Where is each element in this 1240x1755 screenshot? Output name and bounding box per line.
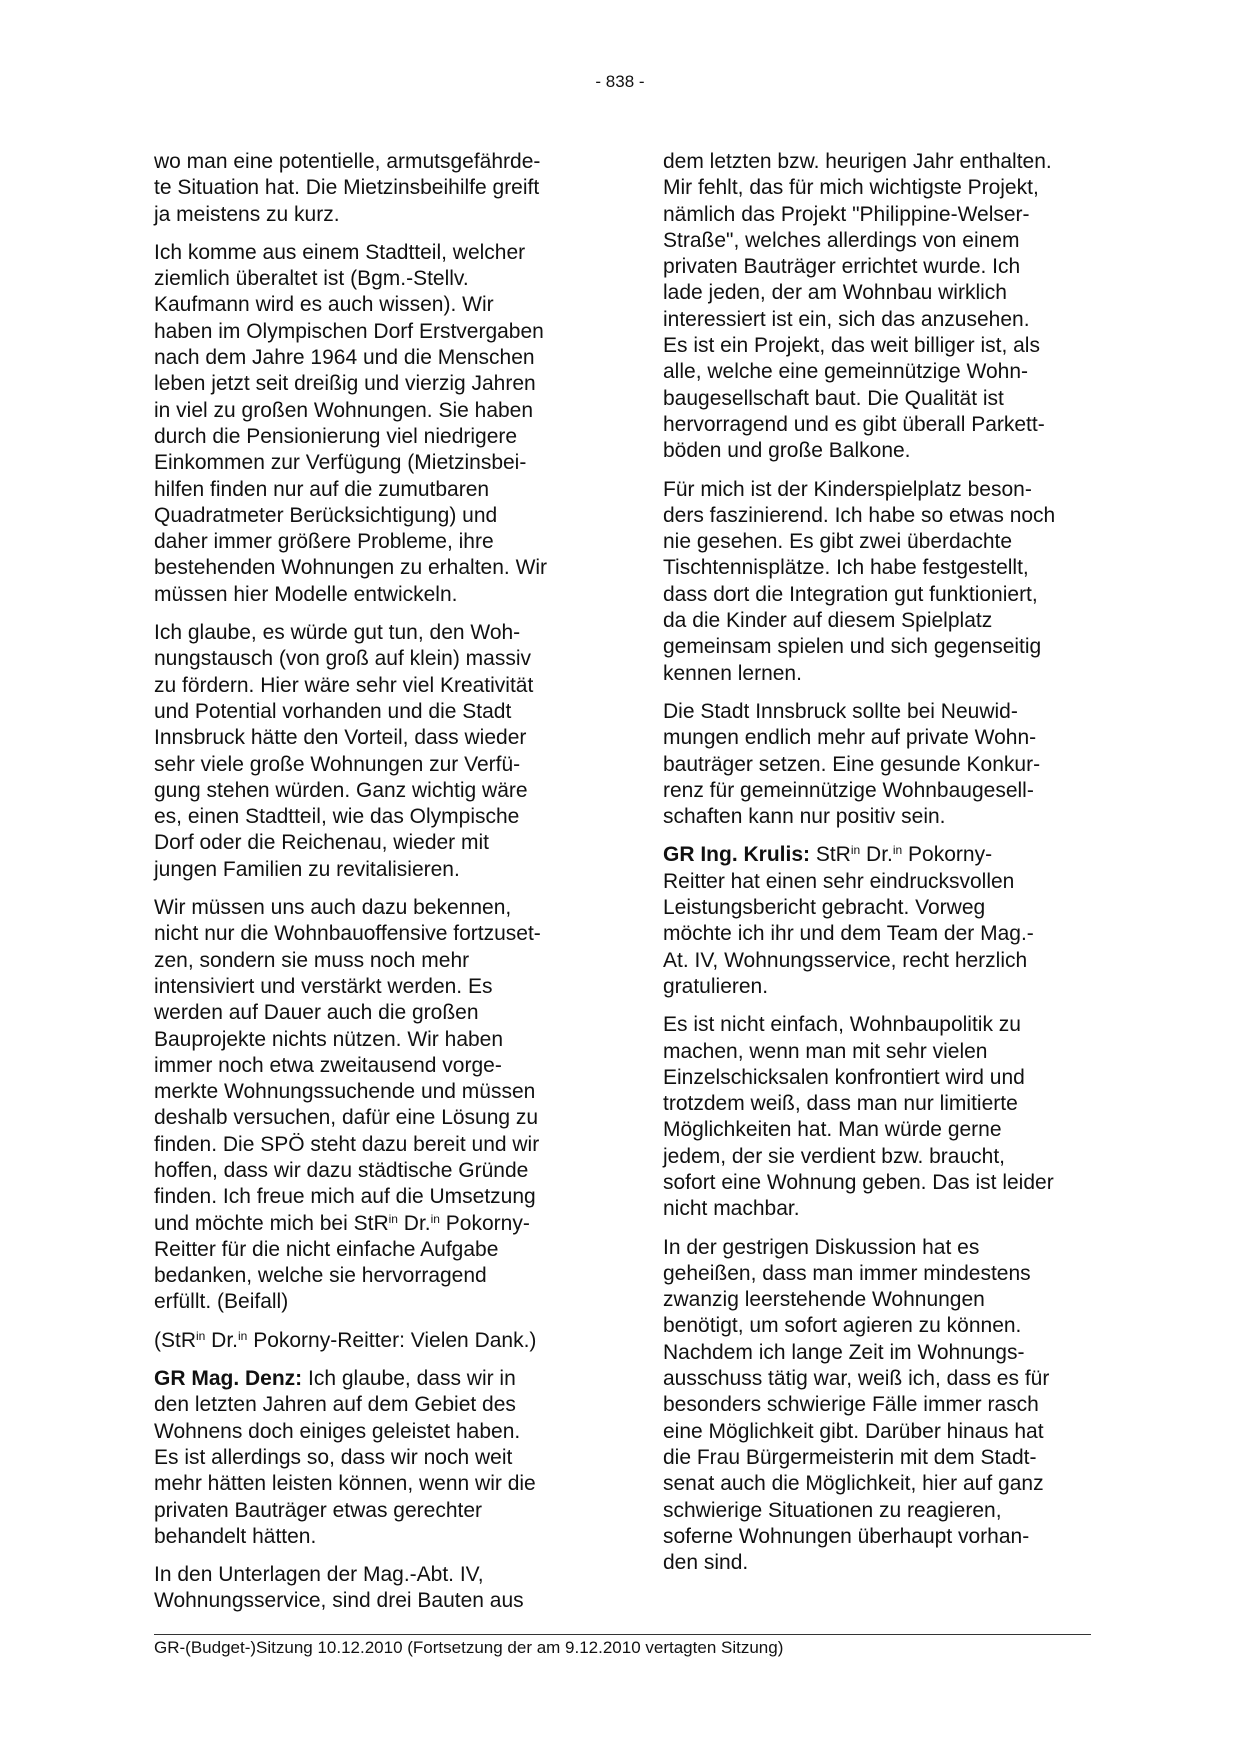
text-line: Reitter hat einen sehr eindrucksvollen bbox=[663, 869, 1015, 893]
text-line: Es ist nicht einfach, Wohnbaupolitik zu bbox=[663, 1013, 1021, 1037]
text-line: Dorf oder die Reichenau, wieder mit bbox=[154, 831, 489, 855]
text-line: da die Kinder auf diesem Spielplatz bbox=[663, 609, 993, 633]
text-line: Wohnungsservice, sind drei Bauten aus bbox=[154, 1589, 524, 1613]
text-line: müssen hier Modelle entwickeln. bbox=[154, 582, 458, 606]
text-line: bedanken, welche sie hervorragend bbox=[154, 1264, 487, 1288]
text-line: jedem, der sie verdient bzw. braucht, bbox=[663, 1144, 1006, 1168]
text-line: GR Mag. Denz: Ich glaube, dass wir in bbox=[154, 1367, 516, 1391]
text-line: senat auch die Möglichkeit, hier auf ganz bbox=[663, 1472, 1044, 1496]
text-line: sehr viele große Wohnungen zur Verfü- bbox=[154, 752, 521, 776]
text-line: interessiert ist ein, sich das anzusehen. bbox=[663, 307, 1030, 331]
text-line: zwanzig leerstehende Wohnungen bbox=[663, 1288, 985, 1312]
text-line: baugesellschaft baut. Die Qualität ist bbox=[663, 386, 1004, 410]
text-line: Einkommen zur Verfügung (Mietzinsbei- bbox=[154, 451, 527, 475]
text-line: (StR$^{in}$ Dr.$^{in}$ Pokorny-Reitter: Vielen Dank.) bbox=[154, 1328, 537, 1352]
text-line: nämlich das Projekt "Philippine-Welser- bbox=[663, 202, 1030, 226]
text-line: wo man eine potentielle, armutsgefährde- bbox=[154, 150, 541, 173]
text-line: den sind. bbox=[663, 1551, 749, 1575]
paragraph bbox=[154, 1366, 594, 1550]
paragraph bbox=[663, 1012, 1105, 1222]
paragraph-lines bbox=[663, 869, 1105, 1000]
paragraph bbox=[663, 842, 1105, 1000]
paragraph-lines bbox=[154, 1392, 594, 1550]
text-line: haben im Olympischen Dorf Erstvergaben bbox=[154, 319, 544, 343]
text-line: bauträger setzen. Eine gesunde Konkur- bbox=[663, 752, 1041, 776]
paragraph bbox=[154, 895, 594, 1316]
text-line: den letzten Jahren auf dem Gebiet des bbox=[154, 1393, 516, 1417]
text-line: Innsbruck hätte den Vorteil, dass wieder bbox=[154, 726, 527, 750]
paragraph-lines bbox=[154, 1237, 594, 1316]
text-line: bestehenden Wohnungen zu erhalten. Wir bbox=[154, 556, 548, 580]
paragraph bbox=[663, 699, 1105, 830]
speaker-name: GR Mag. Denz: bbox=[154, 1367, 303, 1391]
paragraph bbox=[154, 149, 594, 228]
text-line: hervorragend und es gibt überall Parkett- bbox=[663, 412, 1045, 436]
text-line: möchte ich ihr und dem Team der Mag.- bbox=[663, 922, 1034, 946]
text-line: Tischtennisplätze. Ich habe festgestellt, bbox=[663, 556, 1029, 580]
text-line: Es ist allerdings so, dass wir noch weit bbox=[154, 1445, 513, 1469]
text-line: privaten Bauträger etwas gerechter bbox=[154, 1498, 483, 1522]
text-line: trotzdem weiß, dass man nur limitierte bbox=[663, 1092, 1018, 1116]
text-line: ders faszinierend. Ich habe so etwas noch bbox=[663, 503, 1056, 527]
paragraph bbox=[154, 1328, 594, 1354]
text-line: hoffen, dass wir dazu städtische Gründe bbox=[154, 1158, 529, 1182]
text-line: schaften kann nur positiv sein. bbox=[663, 805, 946, 829]
text-line: ja meistens zu kurz. bbox=[154, 202, 340, 226]
text-line: benötigt, um sofort agieren zu können. bbox=[663, 1314, 1022, 1338]
text-line: gung stehen würden. Ganz wichtig wäre bbox=[154, 778, 528, 802]
text-line: lade jeden, der am Wohnbau wirklich bbox=[663, 281, 1007, 305]
text-line: zu fördern. Hier wäre sehr viel Kreativität bbox=[154, 673, 534, 697]
text-line: nungstausch (von groß auf klein) massiv bbox=[154, 647, 532, 671]
text-line: Ich glaube, es würde gut tun, den Woh- bbox=[154, 621, 521, 645]
text-line: gemeinsam spielen und sich gegenseitig bbox=[663, 635, 1042, 659]
paragraph bbox=[154, 620, 594, 883]
text-line: merkte Wohnungssuchende und müssen bbox=[154, 1080, 536, 1104]
text-line: Kaufmann wird es auch wissen). Wir bbox=[154, 293, 494, 317]
paragraph bbox=[154, 1562, 594, 1615]
text-line: Einzelschicksalen konfrontiert wird und bbox=[663, 1065, 1025, 1089]
text-line: privaten Bauträger errichtet wurde. Ich bbox=[663, 255, 1021, 279]
text-line: Quadratmeter Berücksichtigung) und bbox=[154, 503, 498, 527]
text-line: dem letzten bzw. heurigen Jahr enthalten. bbox=[663, 150, 1052, 173]
text-line: nicht nur die Wohnbauoffensive fortzuset- bbox=[154, 922, 541, 946]
paragraph bbox=[663, 477, 1105, 687]
text-line: eine Möglichkeit gibt. Darüber hinaus hat bbox=[663, 1419, 1044, 1443]
text-line: finden. Die SPÖ steht dazu bereit und wir bbox=[154, 1132, 540, 1156]
text-line: Möglichkeiten hat. Man würde gerne bbox=[663, 1118, 1002, 1142]
text-line: finden. Ich freue mich auf die Umsetzung bbox=[154, 1185, 536, 1209]
paragraph-lines bbox=[154, 895, 594, 1211]
text-line: sofort eine Wohnung geben. Das ist leider bbox=[663, 1170, 1054, 1194]
text-line: Mir fehlt, das für mich wichtigste Projekt, bbox=[663, 176, 1039, 200]
text-line: geheißen, dass man immer mindestens bbox=[663, 1261, 1031, 1285]
text-line: gratulieren. bbox=[663, 974, 769, 998]
paragraph bbox=[663, 149, 1105, 465]
text-line: zen, sondern sie muss noch mehr bbox=[154, 948, 470, 972]
text-line: erfüllt. (Beifall) bbox=[154, 1290, 289, 1314]
text-line: besonders schwierige Fälle immer rasch bbox=[663, 1393, 1039, 1417]
text-line: böden und große Balkone. bbox=[663, 439, 911, 463]
footer-divider bbox=[154, 1634, 1091, 1635]
text-line: At. IV, Wohnungsservice, recht herzlich bbox=[663, 948, 1028, 972]
text-line: Die Stadt Innsbruck sollte bei Neuwid- bbox=[663, 699, 1018, 723]
text-line: alle, welche eine gemeinnützige Wohn- bbox=[663, 360, 1028, 384]
right-column bbox=[663, 149, 1105, 1588]
text-line: Nachdem ich lange Zeit im Wohnungs- bbox=[663, 1340, 1025, 1364]
text-line: immer noch etwa zweitausend vorge- bbox=[154, 1053, 502, 1077]
text-line: soferne Wohnungen überhaupt vorhan- bbox=[663, 1524, 1030, 1548]
text-line: Ich komme aus einem Stadtteil, welcher bbox=[154, 240, 526, 264]
text-line: te Situation hat. Die Mietzinsbeihilfe greift bbox=[154, 176, 540, 200]
text-line: In der gestrigen Diskussion hat es bbox=[663, 1235, 980, 1259]
text-line: Bauprojekte nichts nützen. Wir haben bbox=[154, 1027, 504, 1051]
text-line: hilfen finden nur auf die zumutbaren bbox=[154, 477, 490, 501]
text-line: nicht machbar. bbox=[663, 1197, 800, 1221]
speaker-name: GR Ing. Krulis: bbox=[663, 843, 810, 867]
text-line: behandelt hätten. bbox=[154, 1524, 317, 1548]
text-line: Es ist ein Projekt, das weit billiger ist, als bbox=[663, 334, 1040, 358]
text-line: es, einen Stadtteil, wie das Olympische bbox=[154, 805, 520, 829]
text-line: in viel zu großen Wohnungen. Sie haben bbox=[154, 398, 534, 422]
text-line: die Frau Bürgermeisterin mit dem Stadt- bbox=[663, 1445, 1037, 1469]
text-line: ziemlich überaltet ist (Bgm.-Stellv. bbox=[154, 267, 469, 291]
text-line: Wohnens doch einiges geleistet haben. bbox=[154, 1419, 521, 1443]
text-line: nie gesehen. Es gibt zwei überdachte bbox=[663, 530, 1013, 554]
text-line: jungen Familien zu revitalisieren. bbox=[154, 857, 460, 881]
text-line: durch die Pensionierung viel niedrigere bbox=[154, 424, 518, 448]
text-line: Reitter für die nicht einfache Aufgabe bbox=[154, 1237, 499, 1261]
text-line: In den Unterlagen der Mag.-Abt. IV, bbox=[154, 1563, 484, 1587]
text-line: Leistungsbericht gebracht. Vorweg bbox=[663, 896, 986, 920]
text-line: deshalb versuchen, dafür eine Lösung zu bbox=[154, 1106, 539, 1130]
text-line: machen, wenn man mit sehr vielen bbox=[663, 1039, 988, 1063]
text-line: nach dem Jahre 1964 und die Menschen bbox=[154, 346, 535, 370]
paragraph bbox=[154, 240, 594, 608]
text-line: kennen lernen. bbox=[663, 661, 802, 685]
text-line: Straße", welches allerdings von einem bbox=[663, 228, 1020, 252]
text-line: mehr hätten leisten können, wenn wir die bbox=[154, 1472, 536, 1496]
paragraph bbox=[663, 1235, 1105, 1577]
text-line: mungen endlich mehr auf private Wohn- bbox=[663, 726, 1037, 750]
text-line: Wir müssen uns auch dazu bekennen, bbox=[154, 896, 512, 920]
text-line: schwierige Situationen zu reagieren, bbox=[663, 1498, 1002, 1522]
text-line: werden auf Dauer auch die großen bbox=[154, 1001, 479, 1025]
text-line: Für mich ist der Kinderspielplatz beson- bbox=[663, 477, 1032, 501]
text-line: und Potential vorhanden und die Stadt bbox=[154, 699, 512, 723]
text-line: leben jetzt seit dreißig und vierzig Jahren bbox=[154, 372, 536, 396]
footer-text: GR-(Budget-)Sitzung 10.12.2010 (Fortsetzung der am 9.12.2010 vertagten Sitzung) bbox=[154, 1638, 784, 1657]
text-line: GR Ing. Krulis: StR$^{in}$ Dr.$^{in}$ Pokorny- bbox=[663, 843, 993, 867]
text-line: renz für gemeinnützige Wohnbaugesell- bbox=[663, 778, 1034, 802]
text-line: und möchte mich bei StR$^{in}$ Dr.$^{in}$ Pokorny- bbox=[154, 1211, 530, 1235]
text-line: dass dort die Integration gut funktioniert, bbox=[663, 582, 1038, 606]
text-line: ausschuss tätig war, weiß ich, dass es für bbox=[663, 1367, 1050, 1391]
left-column bbox=[154, 149, 594, 1627]
text-line: intensiviert und verstärkt werden. Es bbox=[154, 974, 493, 998]
page-number: - 838 - bbox=[595, 72, 645, 91]
text-line: daher immer größere Probleme, ihre bbox=[154, 530, 494, 554]
